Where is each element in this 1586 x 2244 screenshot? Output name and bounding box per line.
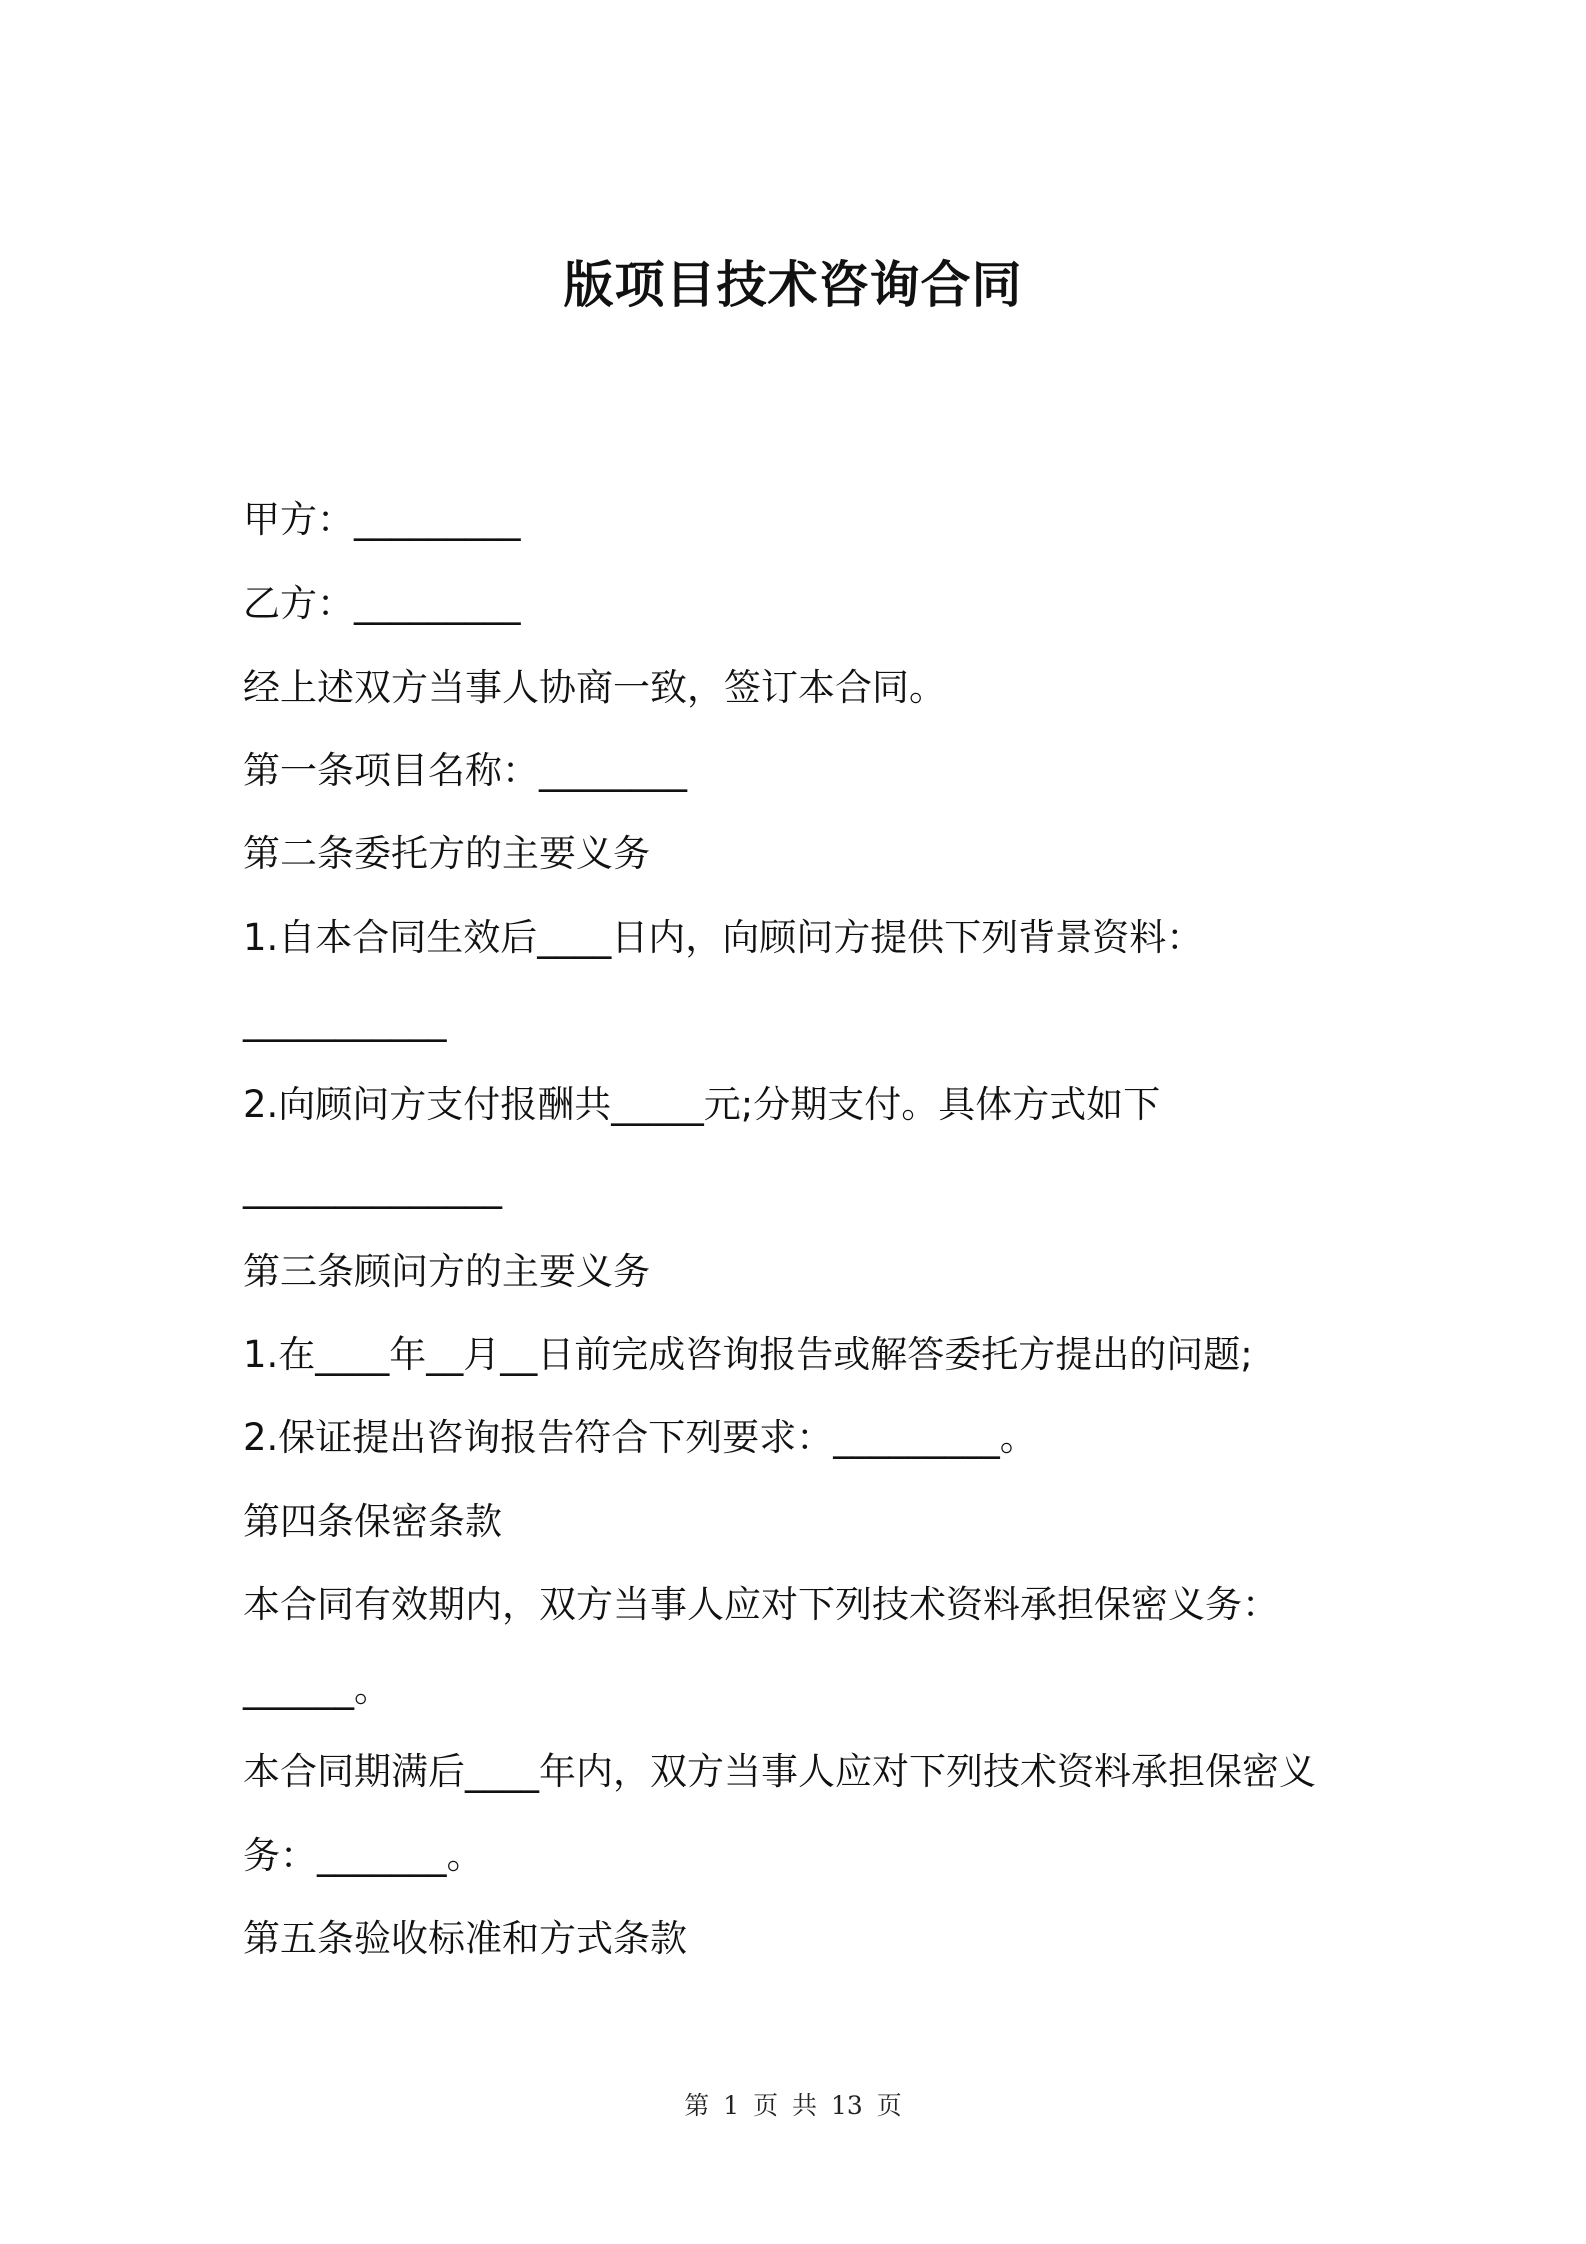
article-4-para-1-blank: ______。 — [243, 1667, 391, 1710]
article-1-heading: 第一条项目名称：________ — [243, 749, 687, 792]
article-3-item-1: 1.在____年__月__日前完成咨询报告或解答委托方提出的问题; — [243, 1333, 1253, 1376]
article-2-item-2: 2.向顾问方支付报酬共_____元;分期支付。具体方式如下 — [243, 1083, 1161, 1126]
article-5-heading: 第五条验收标准和方式条款 — [243, 1917, 687, 1960]
page-number-footer: 第 1 页 共 13 页 — [684, 2091, 902, 2120]
article-2-item-1: 1.自本合同生效后____日内，向顾问方提供下列背景资料： — [243, 916, 1204, 959]
article-3-heading: 第三条顾问方的主要义务 — [243, 1250, 650, 1293]
article-4-heading: 第四条保密条款 — [243, 1500, 502, 1543]
article-2-item-1-blank: ___________ — [243, 999, 447, 1042]
article-2-item-2-blank: ______________ — [243, 1166, 502, 1209]
article-4-para-2-cont: 务：_______。 — [243, 1834, 484, 1877]
article-2-heading: 第二条委托方的主要义务 — [243, 832, 650, 875]
party-b-line: 乙方：_________ — [243, 582, 521, 625]
article-4-para-1: 本合同有效期内，双方当事人应对下列技术资料承担保密义务： — [243, 1583, 1279, 1626]
article-4-para-2: 本合同期满后____年内，双方当事人应对下列技术资料承担保密义 — [243, 1750, 1316, 1793]
document-title: 版项目技术咨询合同 — [563, 256, 1023, 314]
agreement-line: 经上述双方当事人协商一致，签订本合同。 — [243, 666, 946, 709]
party-a-line: 甲方：_________ — [243, 498, 521, 541]
article-3-item-2: 2.保证提出咨询报告符合下列要求：_________。 — [243, 1416, 1037, 1459]
